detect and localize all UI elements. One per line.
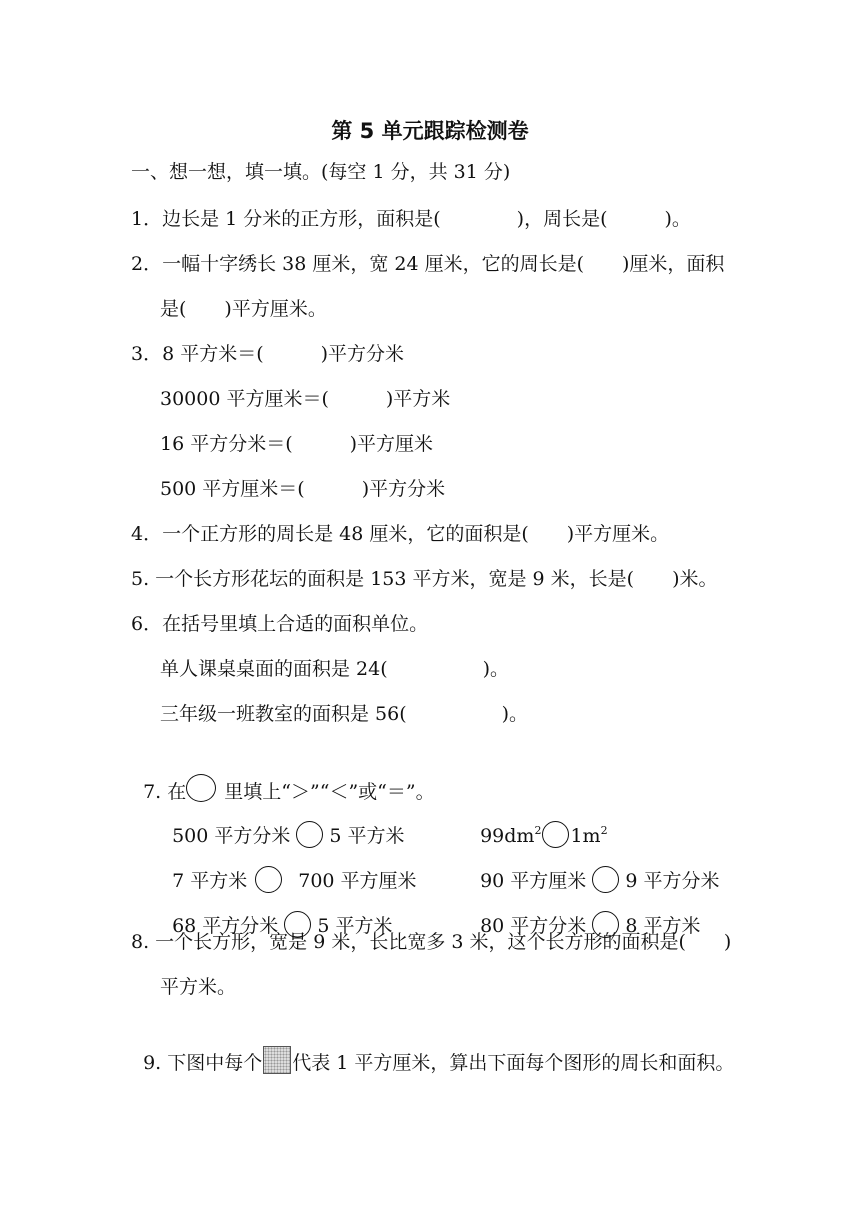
compare-row1-left: [160, 797, 405, 848]
compare-term: 8 平方米: [625, 915, 701, 937]
question-6-item-b: 三年级一班教室的面积是 56( )。: [160, 703, 529, 725]
question-6-item-a: 单人课桌桌面的面积是 24( )。: [160, 658, 510, 680]
question-9-prefix: 9. 下图中每个: [143, 1052, 263, 1074]
compare-term: 68 平方分米: [172, 915, 279, 937]
superscript: 2: [600, 824, 608, 837]
question-3-item-d: 500 平方厘米＝( )平方分米: [160, 478, 446, 500]
compare-row2-right: [468, 842, 719, 893]
compare-term: 9 平方分米: [625, 870, 720, 892]
compare-term: 80 平方分米: [480, 915, 587, 937]
question-3-label: 3．8 平方米＝( )平方分米: [131, 343, 405, 365]
question-6-label: 6．在括号里填上合适的面积单位。: [131, 613, 429, 635]
section-heading: 一、想一想，填一填。(每空 1 分，共 31 分): [131, 161, 511, 183]
unit-square-icon: [263, 1046, 291, 1074]
question-8-line1: 8. 一个长方形，宽是 9 米，长比宽多 3 米，这个长方形的面积是( ): [131, 931, 732, 953]
compare-term: 1m: [570, 825, 601, 847]
question-1: 1．边长是 1 分米的正方形，面积是( )，周长是( )。: [131, 208, 691, 230]
compare-term: 7 平方米: [172, 870, 248, 892]
question-3-item-c: 16 平方分米＝( )平方厘米: [160, 433, 434, 455]
question-2-line2: 是( )平方厘米。: [160, 298, 327, 320]
question-5: 5. 一个长方形花坛的面积是 153 平方米，宽是 9 米，长是( )米。: [131, 568, 718, 590]
compare-term: 90 平方厘米: [480, 870, 587, 892]
compare-term: 700 平方厘米: [298, 870, 417, 892]
question-8-line2: 平方米。: [160, 976, 237, 998]
question-3-item-b: 30000 平方厘米＝( )平方米: [160, 388, 451, 410]
compare-row1-right: [468, 797, 608, 848]
page-title: 第 5 单元跟踪检测卷: [331, 119, 529, 143]
question-9-suffix: 代表 1 平方厘米，算出下面每个图形的周长和面积。: [292, 1052, 735, 1074]
question-7-label: [131, 750, 435, 804]
question-2-line1: 2．一幅十字绣长 38 厘米，宽 24 厘米，它的周长是( )厘米，面积: [131, 253, 725, 275]
question-4: 4．一个正方形的周长是 48 厘米，它的面积是( )平方厘米。: [131, 523, 670, 545]
compare-term: 500 平方分米: [172, 825, 291, 847]
compare-term: 5 平方米: [329, 825, 405, 847]
superscript: 2: [534, 824, 542, 837]
question-7-prefix: 7. 在: [143, 781, 187, 803]
compare-row2-left: [160, 842, 417, 893]
question-9: [131, 1022, 734, 1075]
compare-term: 5 平方米: [317, 915, 393, 937]
question-7-suffix: 里填上“＞”“＜”或“＝”。: [218, 781, 435, 803]
compare-term: 99dm: [480, 825, 535, 847]
